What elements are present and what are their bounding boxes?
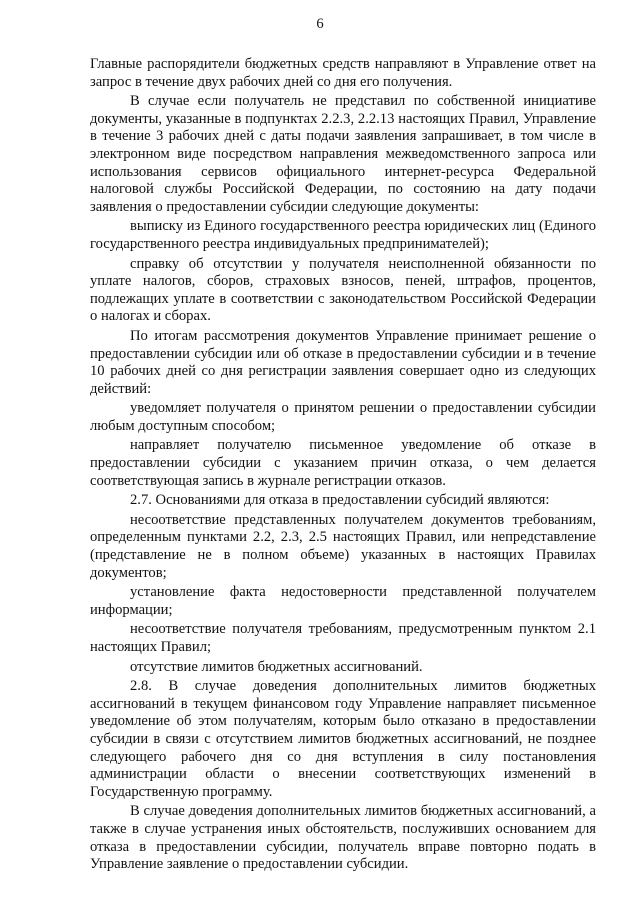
paragraph-9: несоответствие представленных получателем документов требованиям, определенным пунктами 2.2, 2.3, 2.5 настоящих Правил, или непредставление (представление не в полном объеме) указанных в настоящих Правилах документов;	[90, 511, 596, 581]
paragraph-8: 2.7. Основаниями для отказа в предоставлении субсидий являются:	[130, 492, 550, 509]
document-body	[90, 56, 596, 874]
paragraph-1: Главные распорядители бюджетных средств направляют в Управление ответ на запрос в течение двух рабочих дней со дня его получения.	[90, 56, 596, 90]
paragraph-3: выписку из Единого государственного реестра юридических лиц (Единого государственного реестра индивидуальных предпринимателей);	[90, 218, 596, 252]
paragraph-6: уведомляет получателя о принятом решении о предоставлении субсидии любым доступным способом;	[90, 400, 596, 434]
paragraph-14: В случае доведения дополнительных лимитов бюджетных ассигнований, а также в случае устранения иных обстоятельств, послуживших основанием для отказа в предоставлении субсидии, получатель вправе повторно подать в Управление заявление о предоставлении субсидии.	[90, 803, 596, 873]
paragraph-4: справку об отсутствии у получателя неисполненной обязанности по уплате налогов, сборов, страховых взносов, пеней, штрафов, процентов, подлежащих уплате в соответствии с законодательством Российской Федерации о налогах и сборах.	[90, 255, 596, 325]
paragraph-5: По итогам рассмотрения документов Управление принимает решение о предоставлении субсидии или об отказе в предоставлении субсидии и в течение 10 рабочих дней со дня регистрации заявления совершает одно из следующих действий:	[90, 327, 596, 397]
paragraph-7: направляет получателю письменное уведомление об отказе в предоставлении субсидии с указанием причин отказа, о чем делается соответствующая запись в журнале регистрации отказов.	[90, 437, 596, 489]
paragraph-10: установление факта недостоверности представленной получателем информации;	[90, 584, 596, 618]
page-number: 6	[316, 16, 324, 32]
paragraph-12: отсутствие лимитов бюджетных ассигнований.	[130, 658, 423, 675]
paragraph-13: 2.8. В случае доведения дополнительных лимитов бюджетных ассигнований в текущем финансовом году Управление направляет письменное уведомление об этом получателям, которым было отказано в предоставлении субсидии в связи с отсутствием лимитов бюджетных ассигнований, не позднее следующего рабочего дня со дня вступления в силу постановления администрации области о внесении соответствующих изменений в Государственную программу.	[90, 678, 596, 800]
paragraph-11: несоответствие получателя требованиям, предусмотренным пунктом 2.1 настоящих Правил;	[90, 621, 596, 655]
paragraph-2: В случае если получатель не представил по собственной инициативе документы, указанные в подпунктах 2.2.3, 2.2.13 настоящих Правил, Управление в течение 3 рабочих дней с даты подачи заявления запрашивает, в том числе в электронном виде посредством направления межведомственного запроса или использования сервисов официального интернет-ресурса Федеральной налоговой службы Российской Федерации, по состоянию на дату подачи заявления о предоставлении субсидии следующие документы:	[90, 93, 596, 215]
